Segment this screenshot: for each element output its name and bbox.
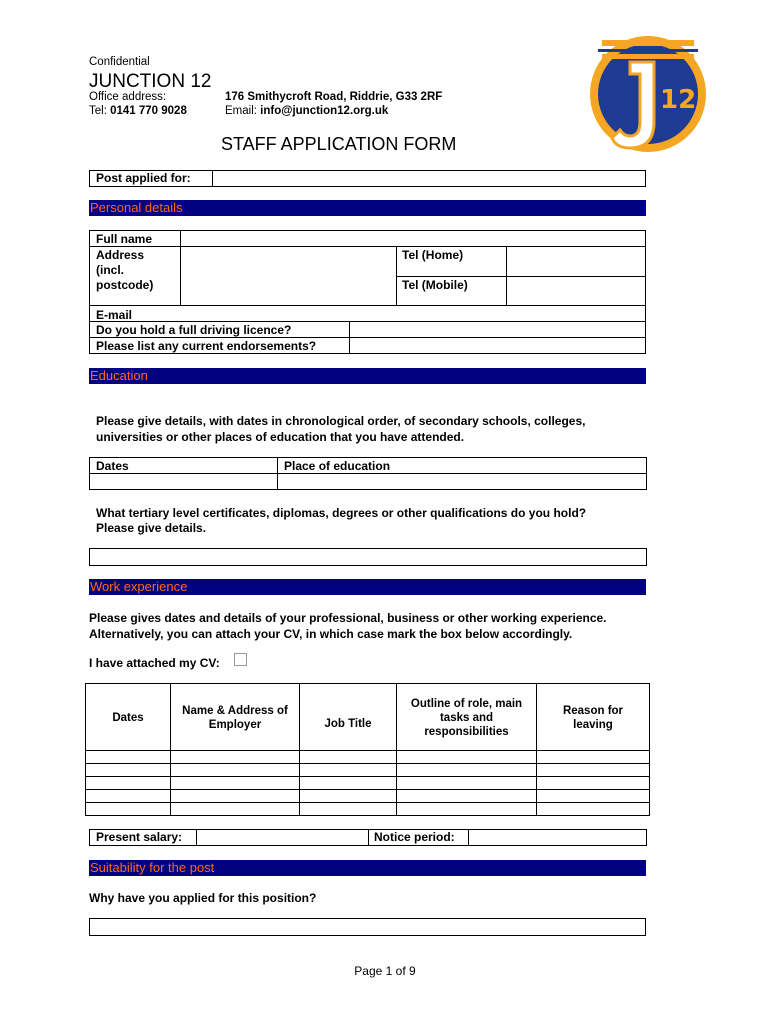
work-intro-line1: Please gives dates and details of your professional, business or other working experience. — [89, 611, 607, 625]
post-applied-label: Post applied for: — [96, 171, 191, 185]
email-label: E-mail — [96, 308, 133, 322]
why-applied-field[interactable] — [89, 918, 646, 936]
email-line — [225, 105, 388, 117]
tel-home-label: Tel (Home) — [402, 248, 464, 262]
telephone — [89, 105, 187, 117]
divider — [349, 321, 350, 354]
tertiary-question-line2: Please give details. — [96, 521, 207, 535]
cv-attached-checkbox[interactable] — [234, 653, 247, 666]
work-col-dates: Dates — [112, 712, 144, 724]
email-field[interactable] — [140, 307, 644, 320]
divider — [196, 829, 197, 846]
address-label-line2: (incl. — [96, 263, 125, 277]
education-intro-line1: Please give details, with dates in chronological order, of secondary schools, colleges, — [96, 414, 586, 428]
tel-mobile-label: Tel (Mobile) — [402, 278, 468, 292]
present-salary-label: Present salary: — [96, 830, 183, 844]
tel-number: 0141 770 9028 — [110, 105, 187, 117]
full-name-field[interactable] — [182, 231, 644, 245]
work-experience-entry-rows[interactable] — [86, 751, 649, 815]
notice-period-label: Notice period: — [374, 830, 455, 844]
education-col-dates: Dates — [96, 459, 129, 473]
notice-period-field[interactable] — [470, 830, 646, 845]
post-applied-field[interactable] — [214, 171, 644, 186]
tel-prefix: Tel: — [89, 105, 111, 117]
tertiary-question-line1: What tertiary level certificates, diplomas, degrees or other qualifications do you hold? — [96, 506, 587, 520]
office-address-label: Office address: — [89, 91, 167, 103]
work-col-job-title: Job Title — [324, 718, 372, 730]
education-place-field[interactable] — [278, 474, 646, 489]
email-address: info@junction12.org.uk — [260, 105, 389, 117]
section-work-experience: Work experience — [89, 579, 646, 595]
endorsements-field[interactable] — [351, 338, 644, 353]
page-number: Page 1 of 9 — [354, 964, 416, 978]
education-intro-line2: universities or other places of education that you have attended. — [96, 430, 465, 444]
office-address: 176 Smithycroft Road, Riddrie, G33 2RF — [225, 91, 443, 103]
endorsements-label: Please list any current endorsements? — [96, 339, 317, 353]
tertiary-answer-field[interactable] — [89, 548, 647, 566]
section-education: Education — [89, 368, 646, 384]
work-col-reason: Reason for leaving — [562, 705, 624, 731]
section-personal-details: Personal details — [89, 200, 646, 216]
form-title: STAFF APPLICATION FORM — [221, 134, 457, 154]
driving-licence-label: Do you hold a full driving licence? — [96, 323, 292, 337]
email-prefix: Email: — [225, 105, 261, 117]
address-label-line1: Address — [96, 248, 145, 262]
org-name: JUNCTION 12 — [89, 71, 212, 92]
address-label-line3: postcode) — [96, 278, 154, 292]
divider — [212, 170, 213, 187]
present-salary-field[interactable] — [198, 830, 367, 845]
cv-attached-label: I have attached my CV: — [89, 656, 220, 670]
tel-home-field[interactable] — [508, 247, 644, 275]
driving-licence-field[interactable] — [351, 322, 644, 336]
divider — [468, 829, 469, 846]
section-suitability: Suitability for the post — [89, 860, 646, 876]
education-dates-field[interactable] — [90, 474, 276, 489]
junction12-logo — [588, 22, 706, 162]
work-col-outline: Outline of role, main tasks and responsibilities — [410, 698, 523, 738]
address-field[interactable] — [182, 247, 394, 305]
work-col-employer: Name & Address of Employer — [182, 705, 288, 731]
work-intro-line2: Alternatively, you can attach your CV, in which case mark the box below accordingly. — [89, 627, 573, 641]
tel-mobile-field[interactable] — [508, 277, 644, 305]
confidential-label: Confidential — [89, 56, 150, 68]
divider — [180, 230, 181, 306]
why-applied-question: Why have you applied for this position? — [89, 891, 317, 905]
logo-number: 12 — [660, 85, 697, 115]
full-name-label: Full name — [96, 232, 153, 246]
divider — [368, 829, 369, 846]
education-col-place: Place of education — [284, 459, 391, 473]
